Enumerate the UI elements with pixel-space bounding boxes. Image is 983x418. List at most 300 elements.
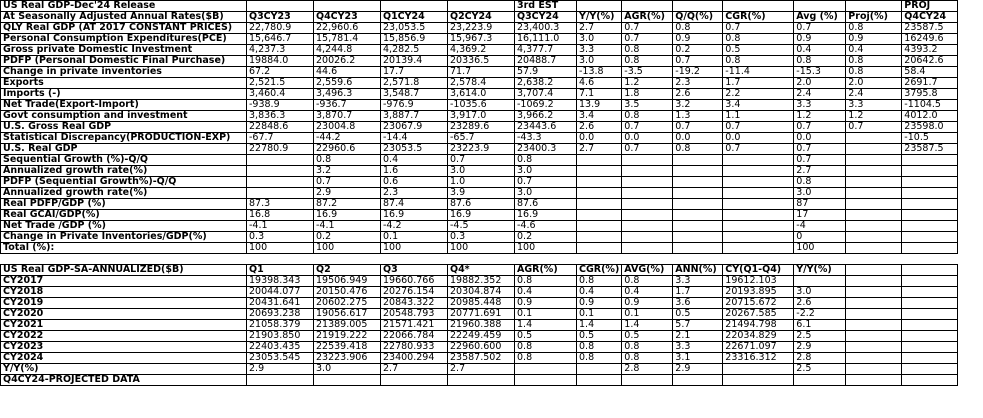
value-cell[interactable]: 3.3	[846, 100, 902, 111]
value-cell[interactable]: -2.2	[794, 309, 846, 320]
value-cell[interactable]: -936.7	[314, 100, 381, 111]
row-label-cell[interactable]: Real GCAI/GDP(%)	[1, 210, 247, 221]
value-cell[interactable]	[577, 210, 622, 221]
value-cell[interactable]	[577, 177, 622, 188]
value-cell[interactable]: 2.2	[723, 89, 794, 100]
value-cell[interactable]: 2.7	[577, 144, 622, 155]
value-cell[interactable]: 0.8	[577, 276, 622, 287]
value-cell[interactable]	[577, 155, 622, 166]
value-cell[interactable]: 20276.154	[381, 287, 448, 298]
value-cell[interactable]: 0.7	[673, 56, 723, 67]
row-label-cell[interactable]: Sequential Growth (%)-Q/Q	[1, 155, 247, 166]
row-label-cell[interactable]: Exports	[1, 78, 247, 89]
value-cell[interactable]	[673, 375, 723, 386]
value-cell[interactable]: 23587.502	[448, 353, 515, 364]
value-cell[interactable]: -4.1	[314, 221, 381, 232]
value-cell[interactable]: 3,836.3	[247, 111, 314, 122]
value-cell[interactable]: 3.0	[577, 56, 622, 67]
value-cell[interactable]: 20715.672	[723, 298, 794, 309]
value-cell[interactable]: 16,111.0	[515, 34, 577, 45]
value-cell[interactable]	[902, 353, 958, 364]
value-cell[interactable]: 2,571.8	[381, 78, 448, 89]
value-cell[interactable]: 2.5	[794, 364, 846, 375]
value-cell[interactable]: 23443.6	[515, 122, 577, 133]
value-cell[interactable]: 19398.343	[247, 276, 314, 287]
value-cell[interactable]: 0.1	[577, 309, 622, 320]
value-cell[interactable]: -10.5	[902, 133, 958, 144]
value-cell[interactable]: 3.3	[577, 45, 622, 56]
value-cell[interactable]: 1.4	[515, 320, 577, 331]
row-label-cell[interactable]: CY2023	[1, 342, 247, 353]
value-cell[interactable]: 3,548.7	[381, 89, 448, 100]
value-cell[interactable]: CGR(%)	[577, 265, 622, 276]
value-cell[interactable]	[723, 199, 794, 210]
value-cell[interactable]	[902, 232, 958, 243]
value-cell[interactable]: 4393.2	[902, 45, 958, 56]
value-cell[interactable]	[622, 375, 673, 386]
value-cell[interactable]: 100	[448, 243, 515, 254]
value-cell[interactable]: 0.7	[794, 155, 846, 166]
value-cell[interactable]: 22249.459	[448, 331, 515, 342]
row-label-cell[interactable]: Change in private inventories	[1, 67, 247, 78]
row-label-cell[interactable]: At Seasonally Adjusted Annual Rates($B)	[1, 12, 247, 23]
value-cell[interactable]	[673, 177, 723, 188]
value-cell[interactable]: CY(Q1-Q4)	[723, 265, 794, 276]
value-cell[interactable]: 2.6	[577, 122, 622, 133]
value-cell[interactable]	[723, 166, 794, 177]
value-cell[interactable]: 0.8	[794, 56, 846, 67]
value-cell[interactable]: 4012.0	[902, 111, 958, 122]
value-cell[interactable]: 1.1	[723, 111, 794, 122]
value-cell[interactable]: Q3	[381, 265, 448, 276]
value-cell[interactable]: 21389.005	[314, 320, 381, 331]
value-cell[interactable]: 19612.103	[723, 276, 794, 287]
value-cell[interactable]: 1.6	[381, 166, 448, 177]
value-cell[interactable]	[515, 364, 577, 375]
value-cell[interactable]: 3.3	[673, 342, 723, 353]
value-cell[interactable]	[723, 364, 794, 375]
value-cell[interactable]: 3,917.0	[448, 111, 515, 122]
value-cell[interactable]	[846, 320, 902, 331]
row-label-cell[interactable]: QLY Real GDP (AT 2017 CONSTANT PRICES)	[1, 23, 247, 34]
value-cell[interactable]: 0.8	[622, 276, 673, 287]
value-cell[interactable]	[846, 144, 902, 155]
value-cell[interactable]: 0.8	[846, 23, 902, 34]
value-cell[interactable]: -1069.2	[515, 100, 577, 111]
value-cell[interactable]	[622, 177, 673, 188]
value-cell[interactable]: 0.4	[622, 287, 673, 298]
value-cell[interactable]: 100	[794, 243, 846, 254]
value-cell[interactable]: 0.4	[577, 287, 622, 298]
value-cell[interactable]: 3.3	[673, 276, 723, 287]
value-cell[interactable]	[723, 210, 794, 221]
value-cell[interactable]: 0.8	[846, 56, 902, 67]
value-cell[interactable]: 21903.850	[247, 331, 314, 342]
value-cell[interactable]	[723, 188, 794, 199]
value-cell[interactable]: 15,856.9	[381, 34, 448, 45]
value-cell[interactable]: 0.8	[723, 34, 794, 45]
value-cell[interactable]: 0.7	[846, 122, 902, 133]
value-cell[interactable]	[902, 221, 958, 232]
value-cell[interactable]: Q/Q(%)	[673, 12, 723, 23]
value-cell[interactable]: 20985.448	[448, 298, 515, 309]
value-cell[interactable]: 0.8	[673, 144, 723, 155]
value-cell[interactable]: 3.1	[673, 353, 723, 364]
value-cell[interactable]: 1.3	[673, 111, 723, 122]
value-cell[interactable]: 2.5	[794, 331, 846, 342]
value-cell[interactable]: 87.4	[381, 199, 448, 210]
value-cell[interactable]: 0.0	[577, 133, 622, 144]
value-cell[interactable]	[673, 199, 723, 210]
value-cell[interactable]: Y/Y(%)	[577, 12, 622, 23]
value-cell[interactable]: 0.8	[515, 155, 577, 166]
value-cell[interactable]: 0.0	[794, 133, 846, 144]
value-cell[interactable]: 0.1	[622, 309, 673, 320]
value-cell[interactable]	[846, 353, 902, 364]
value-cell[interactable]	[673, 188, 723, 199]
value-cell[interactable]: 2,638.2	[515, 78, 577, 89]
value-cell[interactable]: 2,559.6	[314, 78, 381, 89]
value-cell[interactable]: -14.4	[381, 133, 448, 144]
value-cell[interactable]: CGR(%)	[723, 12, 794, 23]
value-cell[interactable]	[846, 188, 902, 199]
value-cell[interactable]	[846, 265, 902, 276]
value-cell[interactable]: -11.4	[723, 67, 794, 78]
value-cell[interactable]	[577, 375, 622, 386]
value-cell[interactable]: 22671.097	[723, 342, 794, 353]
value-cell[interactable]: 22403.435	[247, 342, 314, 353]
value-cell[interactable]: 0.8	[314, 155, 381, 166]
value-cell[interactable]: 0.7	[673, 122, 723, 133]
value-cell[interactable]	[902, 199, 958, 210]
value-cell[interactable]: 3.0	[314, 364, 381, 375]
value-cell[interactable]	[622, 155, 673, 166]
value-cell[interactable]	[846, 298, 902, 309]
value-cell[interactable]	[622, 210, 673, 221]
value-cell[interactable]: 23587.5	[902, 144, 958, 155]
value-cell[interactable]: 15,646.7	[247, 34, 314, 45]
value-cell[interactable]: 0.9	[846, 34, 902, 45]
value-cell[interactable]: 3,496.3	[314, 89, 381, 100]
value-cell[interactable]: 0.5	[622, 331, 673, 342]
value-cell[interactable]: 3,460.4	[247, 89, 314, 100]
value-cell[interactable]: 0.0	[723, 133, 794, 144]
value-cell[interactable]: -4.2	[381, 221, 448, 232]
value-cell[interactable]	[902, 364, 958, 375]
value-cell[interactable]: 21494.798	[723, 320, 794, 331]
value-cell[interactable]: 4.6	[577, 78, 622, 89]
value-cell[interactable]: 0.7	[794, 23, 846, 34]
value-cell[interactable]: 20267.585	[723, 309, 794, 320]
value-cell[interactable]: 20336.5	[448, 56, 515, 67]
value-cell[interactable]: 22780.9	[247, 144, 314, 155]
value-cell[interactable]: 3795.8	[902, 89, 958, 100]
value-cell[interactable]: 0.7	[314, 177, 381, 188]
value-cell[interactable]: 2.6	[673, 89, 723, 100]
value-cell[interactable]	[846, 375, 902, 386]
value-cell[interactable]: 20693.238	[247, 309, 314, 320]
value-cell[interactable]: 100	[515, 243, 577, 254]
value-cell[interactable]	[577, 166, 622, 177]
value-cell[interactable]: 20488.7	[515, 56, 577, 67]
value-cell[interactable]: 21058.379	[247, 320, 314, 331]
value-cell[interactable]: 3.2	[314, 166, 381, 177]
value-cell[interactable]	[902, 188, 958, 199]
value-cell[interactable]: 0.0	[673, 133, 723, 144]
value-cell[interactable]: 2.9	[673, 364, 723, 375]
value-cell[interactable]: -1035.6	[448, 100, 515, 111]
value-cell[interactable]: 19882.352	[448, 276, 515, 287]
value-cell[interactable]: 57.9	[515, 67, 577, 78]
value-cell[interactable]	[723, 177, 794, 188]
value-cell[interactable]: 2.9	[794, 342, 846, 353]
value-cell[interactable]: 23004.8	[314, 122, 381, 133]
value-cell[interactable]	[723, 243, 794, 254]
value-cell[interactable]: Avg (%)	[794, 12, 846, 23]
value-cell[interactable]: 23,053.5	[381, 23, 448, 34]
value-cell[interactable]: Q4*	[448, 265, 515, 276]
value-cell[interactable]: 15,781.4	[314, 34, 381, 45]
value-cell[interactable]: Proj(%)	[846, 12, 902, 23]
value-cell[interactable]: 5.7	[673, 320, 723, 331]
value-cell[interactable]: 3,707.4	[515, 89, 577, 100]
value-cell[interactable]: 20843.322	[381, 298, 448, 309]
value-cell[interactable]: 0.9	[622, 298, 673, 309]
value-cell[interactable]	[846, 309, 902, 320]
value-cell[interactable]	[577, 364, 622, 375]
value-cell[interactable]: 2.4	[846, 89, 902, 100]
value-cell[interactable]: 20548.793	[381, 309, 448, 320]
value-cell[interactable]	[846, 155, 902, 166]
value-cell[interactable]: 87	[794, 199, 846, 210]
value-cell[interactable]: 21960.388	[448, 320, 515, 331]
value-cell[interactable]	[577, 188, 622, 199]
value-cell[interactable]: 1.0	[448, 177, 515, 188]
value-cell[interactable]: 16.8	[247, 210, 314, 221]
value-cell[interactable]: -65.7	[448, 133, 515, 144]
value-cell[interactable]	[247, 177, 314, 188]
value-cell[interactable]: 20026.2	[314, 56, 381, 67]
value-cell[interactable]: 23223.906	[314, 353, 381, 364]
value-cell[interactable]: Q2CY24	[448, 12, 515, 23]
value-cell[interactable]: 0.4	[381, 155, 448, 166]
value-cell[interactable]	[902, 298, 958, 309]
value-cell[interactable]: 23316.312	[723, 353, 794, 364]
value-cell[interactable]: 20642.6	[902, 56, 958, 67]
row-label-cell[interactable]: Net Trade(Export-Import)	[1, 100, 247, 111]
value-cell[interactable]: 0.5	[515, 331, 577, 342]
value-cell[interactable]: 0.8	[622, 111, 673, 122]
value-cell[interactable]: 20193.895	[723, 287, 794, 298]
value-cell[interactable]	[846, 287, 902, 298]
value-cell[interactable]: 87.2	[314, 199, 381, 210]
row-label-cell[interactable]: U.S. Real GDP	[1, 144, 247, 155]
value-cell[interactable]: -976.9	[381, 100, 448, 111]
value-cell[interactable]: 0.8	[577, 342, 622, 353]
value-cell[interactable]: AVG(%)	[622, 265, 673, 276]
value-cell[interactable]: 0.8	[515, 342, 577, 353]
value-cell[interactable]: 0.7	[794, 122, 846, 133]
value-cell[interactable]: 1.4	[622, 320, 673, 331]
row-label-cell[interactable]: Annualized growth rate(%)	[1, 188, 247, 199]
value-cell[interactable]: 0.8	[794, 177, 846, 188]
value-cell[interactable]: 22960.6	[314, 144, 381, 155]
value-cell[interactable]: 3.0	[794, 287, 846, 298]
value-cell[interactable]	[247, 188, 314, 199]
value-cell[interactable]	[794, 276, 846, 287]
value-cell[interactable]: Y/Y(%)	[794, 265, 846, 276]
value-cell[interactable]: 17	[794, 210, 846, 221]
value-cell[interactable]	[673, 166, 723, 177]
row-label-cell[interactable]: U.S. Gross Real GDP	[1, 122, 247, 133]
value-cell[interactable]: 2.8	[622, 364, 673, 375]
value-cell[interactable]: 22780.933	[381, 342, 448, 353]
value-cell[interactable]: 20150.476	[314, 287, 381, 298]
value-cell[interactable]: -3.5	[622, 67, 673, 78]
value-cell[interactable]: 3,966.2	[515, 111, 577, 122]
row-label-cell[interactable]: Change in Private Inventories/GDP(%)	[1, 232, 247, 243]
value-cell[interactable]: 0.4	[794, 45, 846, 56]
value-cell[interactable]: 1.2	[794, 111, 846, 122]
row-label-cell[interactable]: US Real GDP-SA-ANNUALIZED($B)	[1, 265, 247, 276]
value-cell[interactable]	[902, 166, 958, 177]
value-cell[interactable]: AGR(%)	[622, 12, 673, 23]
value-cell[interactable]: 1.2	[846, 111, 902, 122]
value-cell[interactable]	[673, 232, 723, 243]
value-cell[interactable]: 0.7	[622, 23, 673, 34]
value-cell[interactable]	[902, 276, 958, 287]
value-cell[interactable]: 0.7	[622, 144, 673, 155]
value-cell[interactable]: 3.5	[622, 100, 673, 111]
value-cell[interactable]: 2.9	[247, 364, 314, 375]
value-cell[interactable]	[723, 221, 794, 232]
value-cell[interactable]	[846, 221, 902, 232]
value-cell[interactable]: ANN(%)	[673, 265, 723, 276]
value-cell[interactable]: 2.6	[794, 298, 846, 309]
value-cell[interactable]: 0.9	[794, 34, 846, 45]
value-cell[interactable]: 1.7	[673, 287, 723, 298]
value-cell[interactable]: 0.7	[622, 122, 673, 133]
value-cell[interactable]: 23,400.3	[515, 23, 577, 34]
release-title[interactable]: US Real GDP-Dec'24 Release	[1, 1, 247, 12]
value-cell[interactable]: -4.1	[247, 221, 314, 232]
value-cell[interactable]: 4,377.7	[515, 45, 577, 56]
value-cell[interactable]: 0.5	[673, 309, 723, 320]
value-cell[interactable]: Q4CY24	[902, 12, 958, 23]
value-cell[interactable]	[622, 166, 673, 177]
value-cell[interactable]: 22539.418	[314, 342, 381, 353]
value-cell[interactable]: 0.9	[515, 298, 577, 309]
value-cell[interactable]: 2.0	[794, 78, 846, 89]
row-label-cell[interactable]: Imports (-)	[1, 89, 247, 100]
value-cell[interactable]: 0.7	[723, 144, 794, 155]
value-cell[interactable]: 3.9	[448, 188, 515, 199]
value-cell[interactable]: 0.3	[448, 232, 515, 243]
value-cell[interactable]: 22066.784	[381, 331, 448, 342]
row-label-cell[interactable]: PDFP (Personal Domestic Final Purchase)	[1, 56, 247, 67]
row-label-cell[interactable]: Net Trade /GDP (%)	[1, 221, 247, 232]
value-cell[interactable]	[673, 155, 723, 166]
value-cell[interactable]: 23067.9	[381, 122, 448, 133]
value-cell[interactable]: 0.2	[515, 232, 577, 243]
projection-footnote[interactable]: Q4CY24-PROJECTED DATA	[1, 375, 247, 386]
row-label-cell[interactable]: Statistical Discrepancy(PRODUCTION-EXP)	[1, 133, 247, 144]
value-cell[interactable]: Q2	[314, 265, 381, 276]
value-cell[interactable]: 44.6	[314, 67, 381, 78]
row-label-cell[interactable]: Y/Y(%)	[1, 364, 247, 375]
value-cell[interactable]	[622, 243, 673, 254]
value-cell[interactable]: -19.2	[673, 67, 723, 78]
value-cell[interactable]: 0.8	[577, 353, 622, 364]
value-cell[interactable]: 0.8	[673, 23, 723, 34]
value-cell[interactable]: 23289.6	[448, 122, 515, 133]
value-cell[interactable]: -67.7	[247, 133, 314, 144]
value-cell[interactable]: 0.8	[622, 353, 673, 364]
row-label-cell[interactable]: CY2022	[1, 331, 247, 342]
value-cell[interactable]: 4,244.8	[314, 45, 381, 56]
value-cell[interactable]: 21571.421	[381, 320, 448, 331]
value-cell[interactable]	[902, 342, 958, 353]
value-cell[interactable]: 0.8	[515, 353, 577, 364]
value-cell[interactable]: 3,870.7	[314, 111, 381, 122]
value-cell[interactable]: 0.8	[622, 45, 673, 56]
value-cell[interactable]: 3.4	[723, 100, 794, 111]
value-cell[interactable]	[622, 221, 673, 232]
value-cell[interactable]: 0.7	[515, 177, 577, 188]
value-cell[interactable]	[902, 320, 958, 331]
value-cell[interactable]: 1.4	[577, 320, 622, 331]
value-cell[interactable]: 23053.545	[247, 353, 314, 364]
row-label-cell[interactable]: Gross private Domestic Investment	[1, 45, 247, 56]
value-cell[interactable]: 13.9	[577, 100, 622, 111]
row-label-cell[interactable]: Personal Consumption Expenditures(PCE)	[1, 34, 247, 45]
value-cell[interactable]: 3,614.0	[448, 89, 515, 100]
value-cell[interactable]: 16.9	[448, 210, 515, 221]
value-cell[interactable]: 2.3	[673, 78, 723, 89]
value-cell[interactable]: 0.4	[846, 45, 902, 56]
value-cell[interactable]	[846, 243, 902, 254]
value-cell[interactable]	[846, 177, 902, 188]
value-cell[interactable]: -43.3	[515, 133, 577, 144]
value-cell[interactable]	[846, 199, 902, 210]
value-cell[interactable]: 71.7	[448, 67, 515, 78]
value-cell[interactable]: 20044.077	[247, 287, 314, 298]
value-cell[interactable]: 4,369.2	[448, 45, 515, 56]
value-cell[interactable]: Q3CY24	[515, 12, 577, 23]
value-cell[interactable]: 0.7	[723, 23, 794, 34]
value-cell[interactable]: 19506.949	[314, 276, 381, 287]
value-cell[interactable]: 2.7	[794, 166, 846, 177]
value-cell[interactable]	[723, 155, 794, 166]
value-cell[interactable]	[673, 243, 723, 254]
value-cell[interactable]: 2.7	[577, 23, 622, 34]
projection-label[interactable]: PROJ	[902, 1, 958, 12]
value-cell[interactable]	[846, 342, 902, 353]
value-cell[interactable]	[846, 166, 902, 177]
value-cell[interactable]: 3.3	[794, 100, 846, 111]
value-cell[interactable]: 19660.766	[381, 276, 448, 287]
value-cell[interactable]: AGR(%)	[515, 265, 577, 276]
row-label-cell[interactable]: Total (%):	[1, 243, 247, 254]
value-cell[interactable]: -4.5	[448, 221, 515, 232]
row-label-cell[interactable]: CY2017	[1, 276, 247, 287]
value-cell[interactable]	[902, 177, 958, 188]
value-cell[interactable]: 22034.829	[723, 331, 794, 342]
value-cell[interactable]: -1104.5	[902, 100, 958, 111]
row-label-cell[interactable]: CY2021	[1, 320, 247, 331]
value-cell[interactable]: 23400.3	[515, 144, 577, 155]
value-cell[interactable]: 0.8	[622, 342, 673, 353]
